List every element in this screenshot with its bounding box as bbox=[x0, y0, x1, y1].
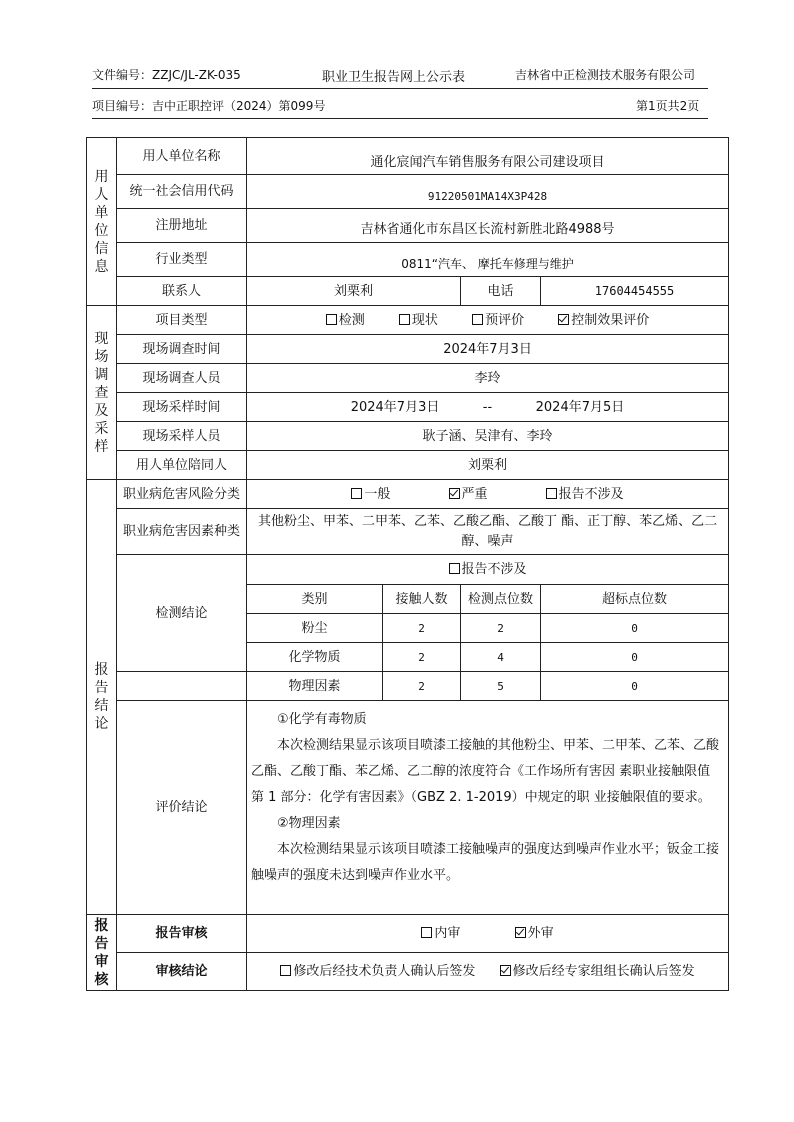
column-header: 类别 bbox=[247, 585, 383, 614]
sampling-staff-label: 现场采样人员 bbox=[117, 422, 247, 451]
sampling-time-value bbox=[247, 393, 729, 422]
contact-label: 联系人 bbox=[117, 277, 247, 306]
phone-label: 电话 bbox=[461, 277, 541, 306]
checkbox-icon[interactable] bbox=[421, 927, 432, 938]
table-cell: 0 bbox=[541, 643, 729, 672]
table-cell: 2 bbox=[461, 614, 541, 643]
sampling-start: 2024年7月3日 bbox=[350, 399, 440, 415]
column-header: 接触人数 bbox=[383, 585, 461, 614]
risk-option[interactable]: 报告不涉及 bbox=[546, 486, 624, 503]
table-cell bbox=[117, 672, 247, 701]
review-option[interactable]: 内审 bbox=[421, 925, 460, 942]
survey-staff-value: 李玲 bbox=[247, 364, 729, 393]
evaluation-conclusion-text bbox=[247, 701, 729, 915]
evaluation-conclusion-label: 评价结论 bbox=[117, 701, 247, 915]
survey-staff-label: 现场调查人员 bbox=[117, 364, 247, 393]
project-type-option[interactable]: 预评价 bbox=[472, 312, 524, 329]
checkbox-icon[interactable] bbox=[280, 965, 291, 976]
eval-paragraph-physical: 本次检测结果显示该项目喷漆工接触噪声的强度达到噪声作业水平；钣金工接触噪声的强度未达到噪声作业水平。 bbox=[251, 842, 720, 883]
risk-class-options bbox=[247, 480, 729, 509]
escort-value: 刘栗利 bbox=[247, 451, 729, 480]
risk-option[interactable]: 严重 bbox=[449, 486, 488, 503]
hazard-factors-label: 职业病危害因素种类 bbox=[117, 509, 247, 555]
review-result-options bbox=[247, 953, 729, 991]
disclosure-table bbox=[86, 137, 729, 991]
checked-checkbox-icon[interactable] bbox=[558, 314, 569, 325]
eval-heading-chemical: ①化学有毒物质 bbox=[277, 712, 367, 727]
table-cell: 2 bbox=[383, 614, 461, 643]
sampling-staff-value: 耿子涵、吴津有、李玲 bbox=[247, 422, 729, 451]
survey-time-label: 现场调查时间 bbox=[117, 335, 247, 364]
table-row bbox=[87, 672, 729, 701]
risk-class-label: 职业病危害风险分类 bbox=[117, 480, 247, 509]
project-number: 项目编号：吉中正职控评（2024）第099号 bbox=[92, 99, 326, 113]
employer-name-label: 用人单位名称 bbox=[117, 138, 247, 175]
table-cell: 5 bbox=[461, 672, 541, 701]
employer-name-value: 通化宸闻汽车销售服务有限公司建设项目 bbox=[247, 138, 729, 175]
checkbox-icon[interactable] bbox=[546, 488, 557, 499]
table-cell: 粉尘 bbox=[247, 614, 383, 643]
eval-heading-physical: ②物理因素 bbox=[277, 816, 341, 831]
employer-info-section-label: 用 人 单 位 信 息 bbox=[87, 138, 117, 306]
phone-value: 17604454555 bbox=[541, 277, 729, 306]
document-title: 职业卫生报告网上公示表 bbox=[322, 70, 466, 85]
file-number: 文件编号：ZZJC/JL-ZK-035 bbox=[92, 68, 241, 82]
table-cell: 2 bbox=[383, 643, 461, 672]
checked-checkbox-icon[interactable] bbox=[500, 965, 511, 976]
review-section-label: 报 告 审 核 bbox=[87, 915, 117, 991]
page-number: 第1页共2页 bbox=[636, 99, 700, 113]
project-type-option[interactable]: 控制效果评价 bbox=[558, 312, 649, 329]
project-type-label: 项目类型 bbox=[117, 306, 247, 335]
sampling-end: 2024年7月5日 bbox=[535, 399, 625, 415]
checkbox-icon[interactable] bbox=[399, 314, 410, 325]
address-value: 吉林省通化市东昌区长流村新胜北路4988号 bbox=[247, 209, 729, 243]
column-header: 检测点位数 bbox=[461, 585, 541, 614]
review-type-label: 报告审核 bbox=[117, 915, 247, 953]
credit-code-label: 统一社会信用代码 bbox=[117, 175, 247, 209]
escort-label: 用人单位陪同人 bbox=[117, 451, 247, 480]
review-result-option[interactable]: 修改后经技术负责人确认后签发 bbox=[280, 963, 475, 980]
survey-time-value: 2024年7月3日 bbox=[247, 335, 729, 364]
table-cell: 0 bbox=[541, 614, 729, 643]
header-divider bbox=[92, 88, 708, 89]
industry-label: 行业类型 bbox=[117, 243, 247, 277]
checked-checkbox-icon[interactable] bbox=[515, 927, 526, 938]
review-result-label: 审核结论 bbox=[117, 953, 247, 991]
review-type-options bbox=[247, 915, 729, 953]
project-type-option[interactable]: 现状 bbox=[399, 312, 438, 329]
hazard-factors-value: 其他粉尘、甲苯、二甲苯、乙苯、乙酸乙酯、乙酸丁 酯、正丁醇、苯乙烯、乙二醇、噪声 bbox=[247, 509, 729, 555]
project-type-option[interactable]: 检测 bbox=[326, 312, 365, 329]
sampling-separator: -- bbox=[482, 399, 493, 415]
table-cell: 化学物质 bbox=[247, 643, 383, 672]
survey-section-label: 现 场 调 查 及 采 样 bbox=[87, 306, 117, 480]
risk-option[interactable]: 一般 bbox=[351, 486, 390, 503]
table-cell: 4 bbox=[461, 643, 541, 672]
conclusion-section-label: 报 告 结 论 bbox=[87, 480, 117, 915]
test-conclusion-label: 检测结论 bbox=[117, 555, 247, 672]
project-type-options bbox=[247, 306, 729, 335]
contact-value: 刘栗利 bbox=[247, 277, 461, 306]
table-cell: 2 bbox=[383, 672, 461, 701]
checkbox-icon[interactable] bbox=[351, 488, 362, 499]
table-cell: 物理因素 bbox=[247, 672, 383, 701]
company-name: 吉林省中正检测技术服务有限公司 bbox=[515, 68, 696, 82]
industry-value: 0811“汽车、 摩托车修理与维护 bbox=[247, 243, 729, 277]
checkbox-icon[interactable] bbox=[326, 314, 337, 325]
credit-code-value: 91220501MA14X3P428 bbox=[247, 175, 729, 209]
eval-paragraph-chemical: 本次检测结果显示该项目喷漆工接触的其他粉尘、甲苯、二甲苯、乙苯、乙酸乙酯、乙酸丁酯、苯乙烯、乙二醇的浓度符合《工作场所有害因 素职业接触限值 第 1 部分：化学有害因素》（GBZ 2. 1-2019）中规定的职 业接触限值的要求。 bbox=[251, 738, 720, 805]
address-label: 注册地址 bbox=[117, 209, 247, 243]
test-not-involved[interactable]: 报告不涉及 bbox=[247, 555, 729, 585]
sampling-time-label: 现场采样时间 bbox=[117, 393, 247, 422]
checkbox-icon[interactable] bbox=[449, 563, 460, 574]
review-option[interactable]: 外审 bbox=[515, 925, 554, 942]
checked-checkbox-icon[interactable] bbox=[449, 488, 460, 499]
checkbox-icon[interactable] bbox=[472, 314, 483, 325]
table-cell: 0 bbox=[541, 672, 729, 701]
header-divider-2 bbox=[92, 118, 708, 119]
review-result-option[interactable]: 修改后经专家组组长确认后签发 bbox=[500, 963, 695, 980]
column-header: 超标点位数 bbox=[541, 585, 729, 614]
